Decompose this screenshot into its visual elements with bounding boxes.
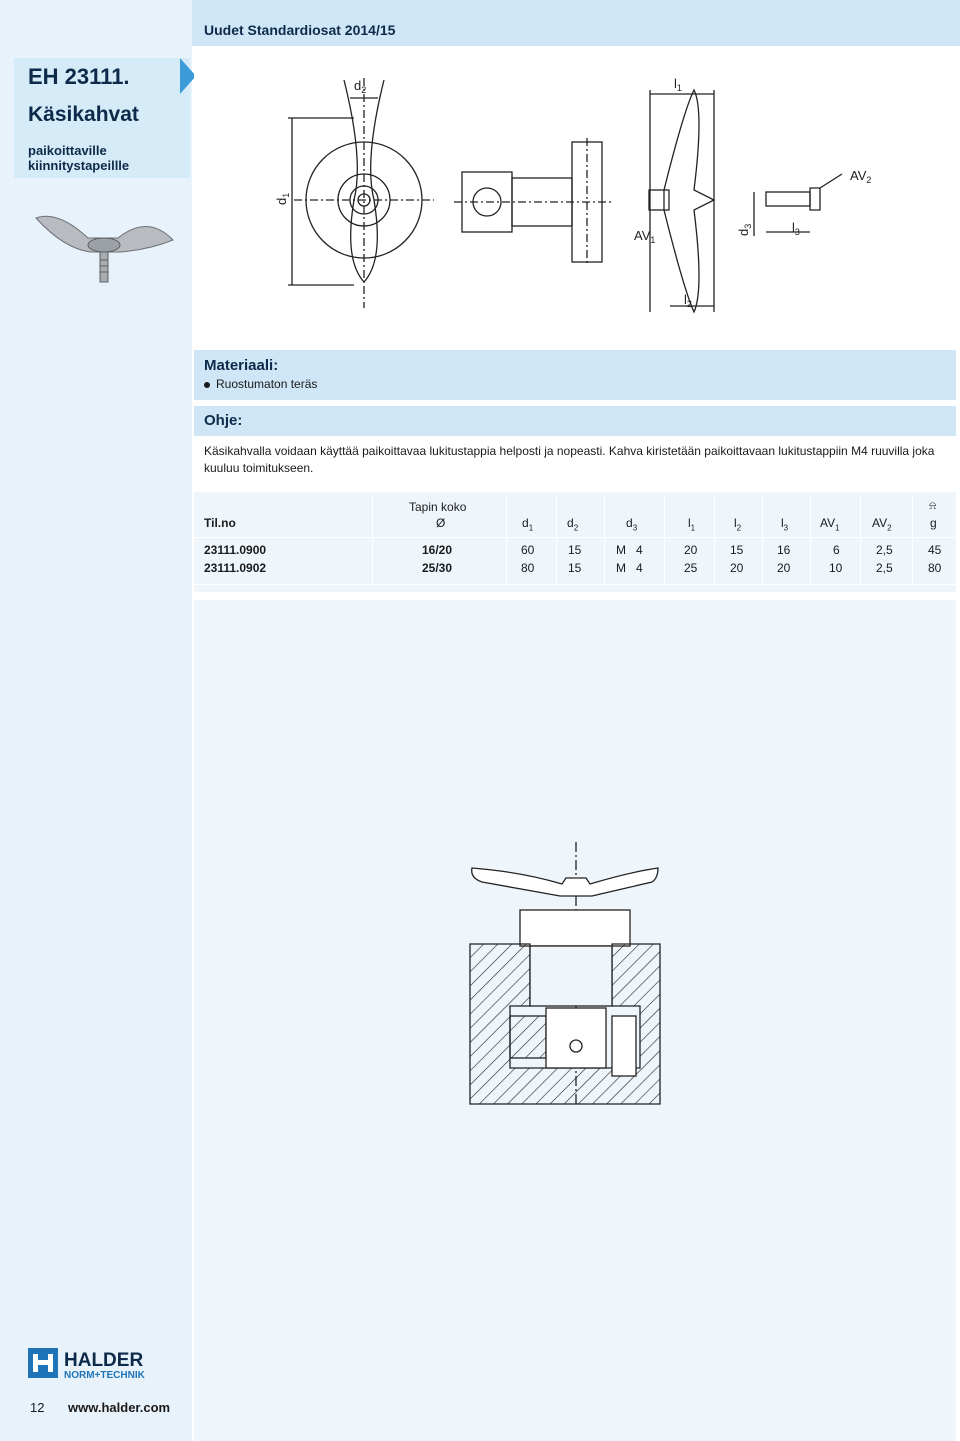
- row1-d3: M 4: [616, 543, 643, 557]
- header-title: Uudet Standardiosat 2014/15: [204, 22, 396, 38]
- sectional-drawing: [462, 838, 662, 1108]
- header-tapin-koko: Tapin koko: [409, 500, 467, 514]
- row2-d3: M 4: [616, 561, 643, 575]
- row2-l2: 20: [730, 561, 744, 575]
- product-name: Käsikahvat: [28, 103, 139, 126]
- row1-size: 16/20: [422, 543, 453, 557]
- label-l2: l: [684, 292, 687, 307]
- row1-l1: 20: [684, 543, 698, 557]
- label-d2: d: [354, 78, 362, 93]
- table-divider: [604, 494, 605, 586]
- header-d2: $d_2$: [567, 516, 579, 533]
- material-box: [194, 350, 956, 400]
- website-link[interactable]: www.halder.com: [68, 1400, 171, 1415]
- product-subtitle-1: paikoittaville: [28, 143, 107, 158]
- table-divider: [372, 494, 373, 586]
- label-av2: AV: [850, 168, 867, 183]
- material-item: [204, 377, 317, 391]
- table-divider: [714, 494, 715, 586]
- instructions-text: Käsikahvalla voidaan käyttää paikoittavaa lukitustappia helposti ja nopeasti. Kahva kiristetään paikoittavaan lukitustappiin M4 ruuvilla joka kuuluu toimitukseen.: [204, 444, 935, 475]
- label-d3: d: [736, 228, 751, 236]
- halder-logo: [28, 1346, 184, 1382]
- svg-text:l3: $l_3$: [792, 220, 800, 237]
- svg-text:l2: $l_2$: [684, 292, 692, 309]
- material-title: Materiaali:: [204, 357, 279, 374]
- table-divider: [556, 494, 557, 586]
- label-av1: AV: [634, 228, 651, 243]
- row2-av1: 10: [829, 561, 843, 575]
- instructions-box: [194, 406, 956, 436]
- svg-text:d3: $d_3$: [736, 223, 753, 236]
- product-code: EH 23111.: [28, 64, 130, 89]
- product-photo: [28, 200, 178, 290]
- table-header-divider: [194, 537, 956, 538]
- row2-d2: 15: [568, 561, 582, 575]
- header-weight: g: [930, 516, 937, 530]
- label-l1: l: [674, 76, 677, 91]
- svg-text:d2: $d_2$: [354, 78, 367, 95]
- row2-til-no: 23111.0902: [204, 561, 267, 575]
- spec-table: [194, 492, 956, 592]
- row2-weight: 80: [928, 561, 942, 575]
- table-bottom-divider: [194, 584, 956, 585]
- row1-til-no: 23111.0900: [204, 543, 267, 557]
- row1-av2: 2,5: [876, 543, 893, 557]
- logo-halder-text: HALDER: [64, 1350, 144, 1371]
- table-divider: [664, 494, 665, 586]
- logo-norm-text: NORM+TECHNIK: [64, 1370, 145, 1381]
- row1-d2: 15: [568, 543, 582, 557]
- table-divider: [912, 494, 913, 586]
- header-d1: $d_1$: [522, 516, 534, 533]
- svg-text:AV2: $AV_2$: [850, 168, 872, 185]
- row2-l1: 25: [684, 561, 698, 575]
- table-divider: [506, 494, 507, 586]
- product-subtitle-2: kiinnitystapeillle: [28, 158, 130, 173]
- technical-drawing: [194, 50, 956, 346]
- header-av1: $AV_1$: [820, 516, 840, 533]
- header-l3: $l_3$: [781, 516, 789, 533]
- svg-text:AV1: $AV_1$: [634, 228, 656, 245]
- row1-l3: 16: [777, 543, 791, 557]
- weight-icon: ⍾: [929, 500, 937, 512]
- row1-d1: 60: [521, 543, 535, 557]
- table-divider: [810, 494, 811, 586]
- header-d3: $d_3$: [626, 516, 638, 533]
- instructions-title: Ohje:: [204, 412, 243, 429]
- row1-l2: 15: [730, 543, 744, 557]
- material-item-text: Ruostumaton teräs: [216, 377, 318, 391]
- header-diameter: Ø: [436, 516, 446, 530]
- label-l3: l: [792, 220, 795, 235]
- header-til-no: Til.no: [204, 516, 236, 530]
- row2-d1: 80: [521, 561, 535, 575]
- header-l1: $l_1$: [688, 516, 696, 533]
- header-l2: $l_2$: [734, 516, 742, 533]
- page-number: 12: [30, 1400, 45, 1415]
- row2-av2: 2,5: [876, 561, 893, 575]
- bullet-icon: [204, 382, 210, 388]
- row1-av1: 6: [833, 543, 840, 557]
- row2-size: 25/30: [422, 561, 453, 575]
- label-d1: d: [274, 197, 289, 205]
- svg-text:d1: $d_1$: [274, 192, 291, 205]
- svg-text:l1: $l_1$: [674, 76, 682, 93]
- table-divider: [860, 494, 861, 586]
- header-av2: $AV_2$: [872, 516, 892, 533]
- row2-l3: 20: [777, 561, 791, 575]
- table-divider: [762, 494, 763, 586]
- row1-weight: 45: [928, 543, 942, 557]
